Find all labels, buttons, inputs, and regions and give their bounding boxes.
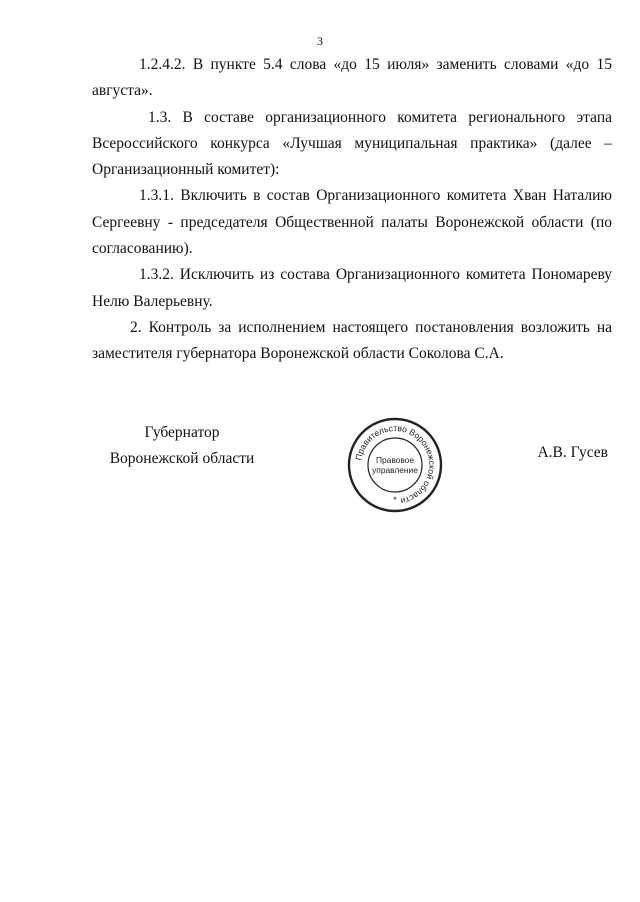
paragraph-2: 2. Контроль за исполнением настоящего постановления возложить на заместителя губернатора Воронежской области Соколова С.А. [92,318,612,363]
signatory-title [92,420,272,472]
official-stamp [345,415,445,515]
signatory-name: А.В. Гусев [537,444,608,461]
paragraph-1-3-1: 1.3.1. Включить в состав Организационного комитета Хван Наталию Сергеевну - председателя Общественной палаты Воронежской области (по согласованию). [92,187,612,258]
stamp-center-line1: Правовое [375,455,415,465]
document-body [92,52,612,368]
signatory-title-line1: Губернатор [144,424,220,441]
stamp-center-line2: управление [372,465,418,475]
paragraph-1-2-4-2: 1.2.4.2. В пункте 5.4 слова «до 15 июля» заменить словами «до 15 августа». [92,56,612,100]
paragraph-1-3-2: 1.3.2. Исключить из состава Организационного комитета Пономареву Нелю Валерьевну. [92,266,612,310]
paragraph-1-3: 1.3. В составе организационного комитета регионального этапа Всероссийского конкурса «Лучшая муниципальная практика» (далее – Организационный комитет): [92,108,612,179]
signatory-title-line2: Воронежской области [109,450,255,467]
page-number: 3 [317,34,323,48]
stamp-ring-text: Правительство Воронежской области [353,422,438,507]
stamp-star: * [393,495,397,505]
